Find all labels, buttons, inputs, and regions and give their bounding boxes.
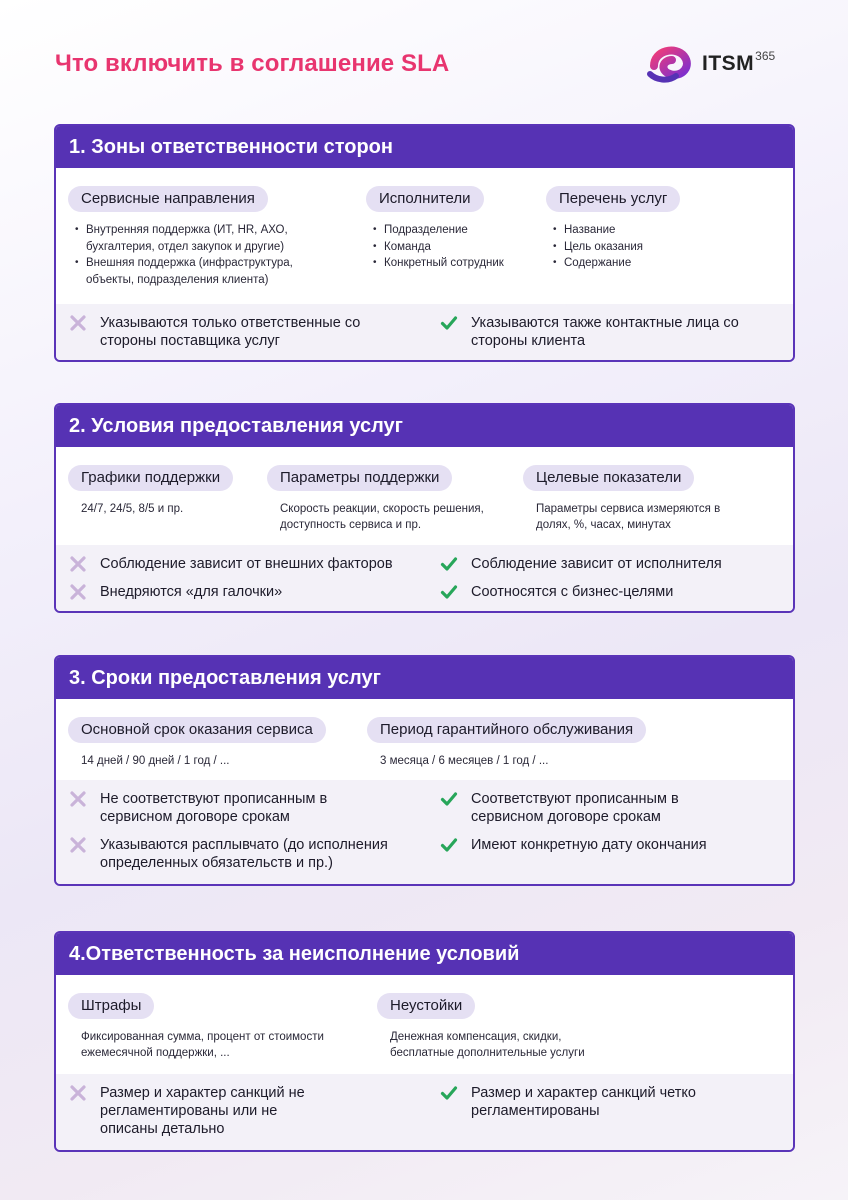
column-services-list xyxy=(546,186,726,272)
list-item: • Содержание xyxy=(553,255,726,272)
column-warranty-period xyxy=(367,717,687,769)
column-support-parameters xyxy=(267,465,507,533)
column-description: Параметры сервиса измеряются в долях, %, часах, минутах xyxy=(536,503,721,531)
logo-superscript: 365 xyxy=(755,49,776,63)
section-service-conditions xyxy=(54,403,795,613)
pro-item xyxy=(440,583,780,601)
section-title: 2. Условия предоставления услуг xyxy=(56,405,793,447)
pill-label: Графики поддержки xyxy=(68,465,233,491)
con-item xyxy=(69,555,419,573)
pro-text: Соотносятся с бизнес-целями xyxy=(471,584,674,600)
pro-item xyxy=(440,555,780,573)
logo xyxy=(646,44,775,84)
section-service-terms xyxy=(54,655,795,886)
pro-text: Указываются также контактные лица со стороны клиента xyxy=(471,315,739,349)
pro-text: Размер и характер санкций четко регламентированы xyxy=(471,1085,696,1119)
con-text: Указываются только ответственные со стороны поставщика услуг xyxy=(100,315,361,349)
con-item xyxy=(69,836,429,872)
con-item xyxy=(69,314,399,350)
con-item xyxy=(69,790,429,826)
column-service-areas xyxy=(68,186,348,288)
pro-item xyxy=(440,1084,780,1120)
cross-icon xyxy=(69,314,87,332)
column-description: 24/7, 24/5, 8/5 и пр. xyxy=(81,503,184,515)
pill-label: Основной срок оказания сервиса xyxy=(68,717,326,743)
con-text: Не соответствуют прописанным в сервисном договоре срокам xyxy=(100,791,328,825)
pro-text: Имеют конкретную дату окончания xyxy=(471,837,707,853)
list-item: • Внутренняя поддержка (ИТ, HR, АХО, бухгалтерия, отдел закупок и другие) xyxy=(75,222,325,255)
logo-text: ITSM xyxy=(702,52,755,75)
verdict-panel xyxy=(56,545,793,611)
check-icon xyxy=(440,583,458,601)
check-icon xyxy=(440,790,458,808)
pill-label: Сервисные направления xyxy=(68,186,268,212)
cross-icon xyxy=(69,1084,87,1102)
check-icon xyxy=(440,1084,458,1102)
cross-icon xyxy=(69,790,87,808)
column-description: Денежная компенсация, скидки, бесплатные дополнительные услуги xyxy=(390,1031,585,1059)
con-item xyxy=(69,1084,399,1138)
section-title: 4.Ответственность за неисполнение условий xyxy=(56,933,793,975)
column-description: Фиксированная сумма, процент от стоимости ежемесячной поддержки, ... xyxy=(81,1031,324,1059)
column-description: 3 месяца / 6 месяцев / 1 год / ... xyxy=(380,755,549,767)
pro-text: Соответствуют прописанным в сервисном договоре срокам xyxy=(471,791,679,825)
cross-icon xyxy=(69,555,87,573)
con-item xyxy=(69,583,419,601)
con-text: Соблюдение зависит от внешних факторов xyxy=(100,556,393,572)
pill-label: Период гарантийного обслуживания xyxy=(367,717,646,743)
pro-text: Соблюдение зависит от исполнителя xyxy=(471,556,722,572)
column-executors xyxy=(366,186,536,272)
pro-item xyxy=(440,836,780,854)
column-description: Скорость реакции, скорость решения, доступность сервиса и пр. xyxy=(280,503,484,531)
section-title: 1. Зоны ответственности сторон xyxy=(56,126,793,168)
column-target-metrics xyxy=(523,465,783,533)
verdict-panel xyxy=(56,304,793,360)
verdict-panel xyxy=(56,780,793,884)
column-description: 14 дней / 90 дней / 1 год / ... xyxy=(81,755,230,767)
column-main-term xyxy=(68,717,358,769)
logo-mark-icon xyxy=(646,44,694,84)
con-text: Указываются расплывчато (до исполнения определенных обязательств и пр.) xyxy=(100,837,388,871)
check-icon xyxy=(440,555,458,573)
column-fines xyxy=(68,993,368,1061)
list-item: • Конкретный сотрудник xyxy=(373,255,536,272)
pill-label: Параметры поддержки xyxy=(267,465,452,491)
column-support-schedules xyxy=(68,465,258,517)
section-responsibility-zones xyxy=(54,124,795,362)
list-item: • Команда xyxy=(373,239,536,256)
pill-label: Исполнители xyxy=(366,186,484,212)
section-title: 3. Сроки предоставления услуг xyxy=(56,657,793,699)
list-item: • Название xyxy=(553,222,726,239)
con-text: Внедряются «для галочки» xyxy=(100,584,283,600)
pill-label: Целевые показатели xyxy=(523,465,694,491)
cross-icon xyxy=(69,583,87,601)
list-item: • Цель оказания xyxy=(553,239,726,256)
pill-label: Перечень услуг xyxy=(546,186,680,212)
section-liability xyxy=(54,931,795,1152)
pro-item xyxy=(440,314,780,350)
page-title: Что включить в соглашение SLA xyxy=(55,50,450,77)
list-item: • Внешняя поддержка (инфраструктура, объекты, подразделения клиента) xyxy=(75,255,325,288)
pill-label: Штрафы xyxy=(68,993,154,1019)
verdict-panel xyxy=(56,1074,793,1150)
pro-item xyxy=(440,790,780,826)
column-penalties xyxy=(377,993,677,1061)
con-text: Размер и характер санкций не регламентированы или не описаны детально xyxy=(100,1085,305,1137)
check-icon xyxy=(440,314,458,332)
list-item: • Подразделение xyxy=(373,222,536,239)
check-icon xyxy=(440,836,458,854)
cross-icon xyxy=(69,836,87,854)
pill-label: Неустойки xyxy=(377,993,475,1019)
